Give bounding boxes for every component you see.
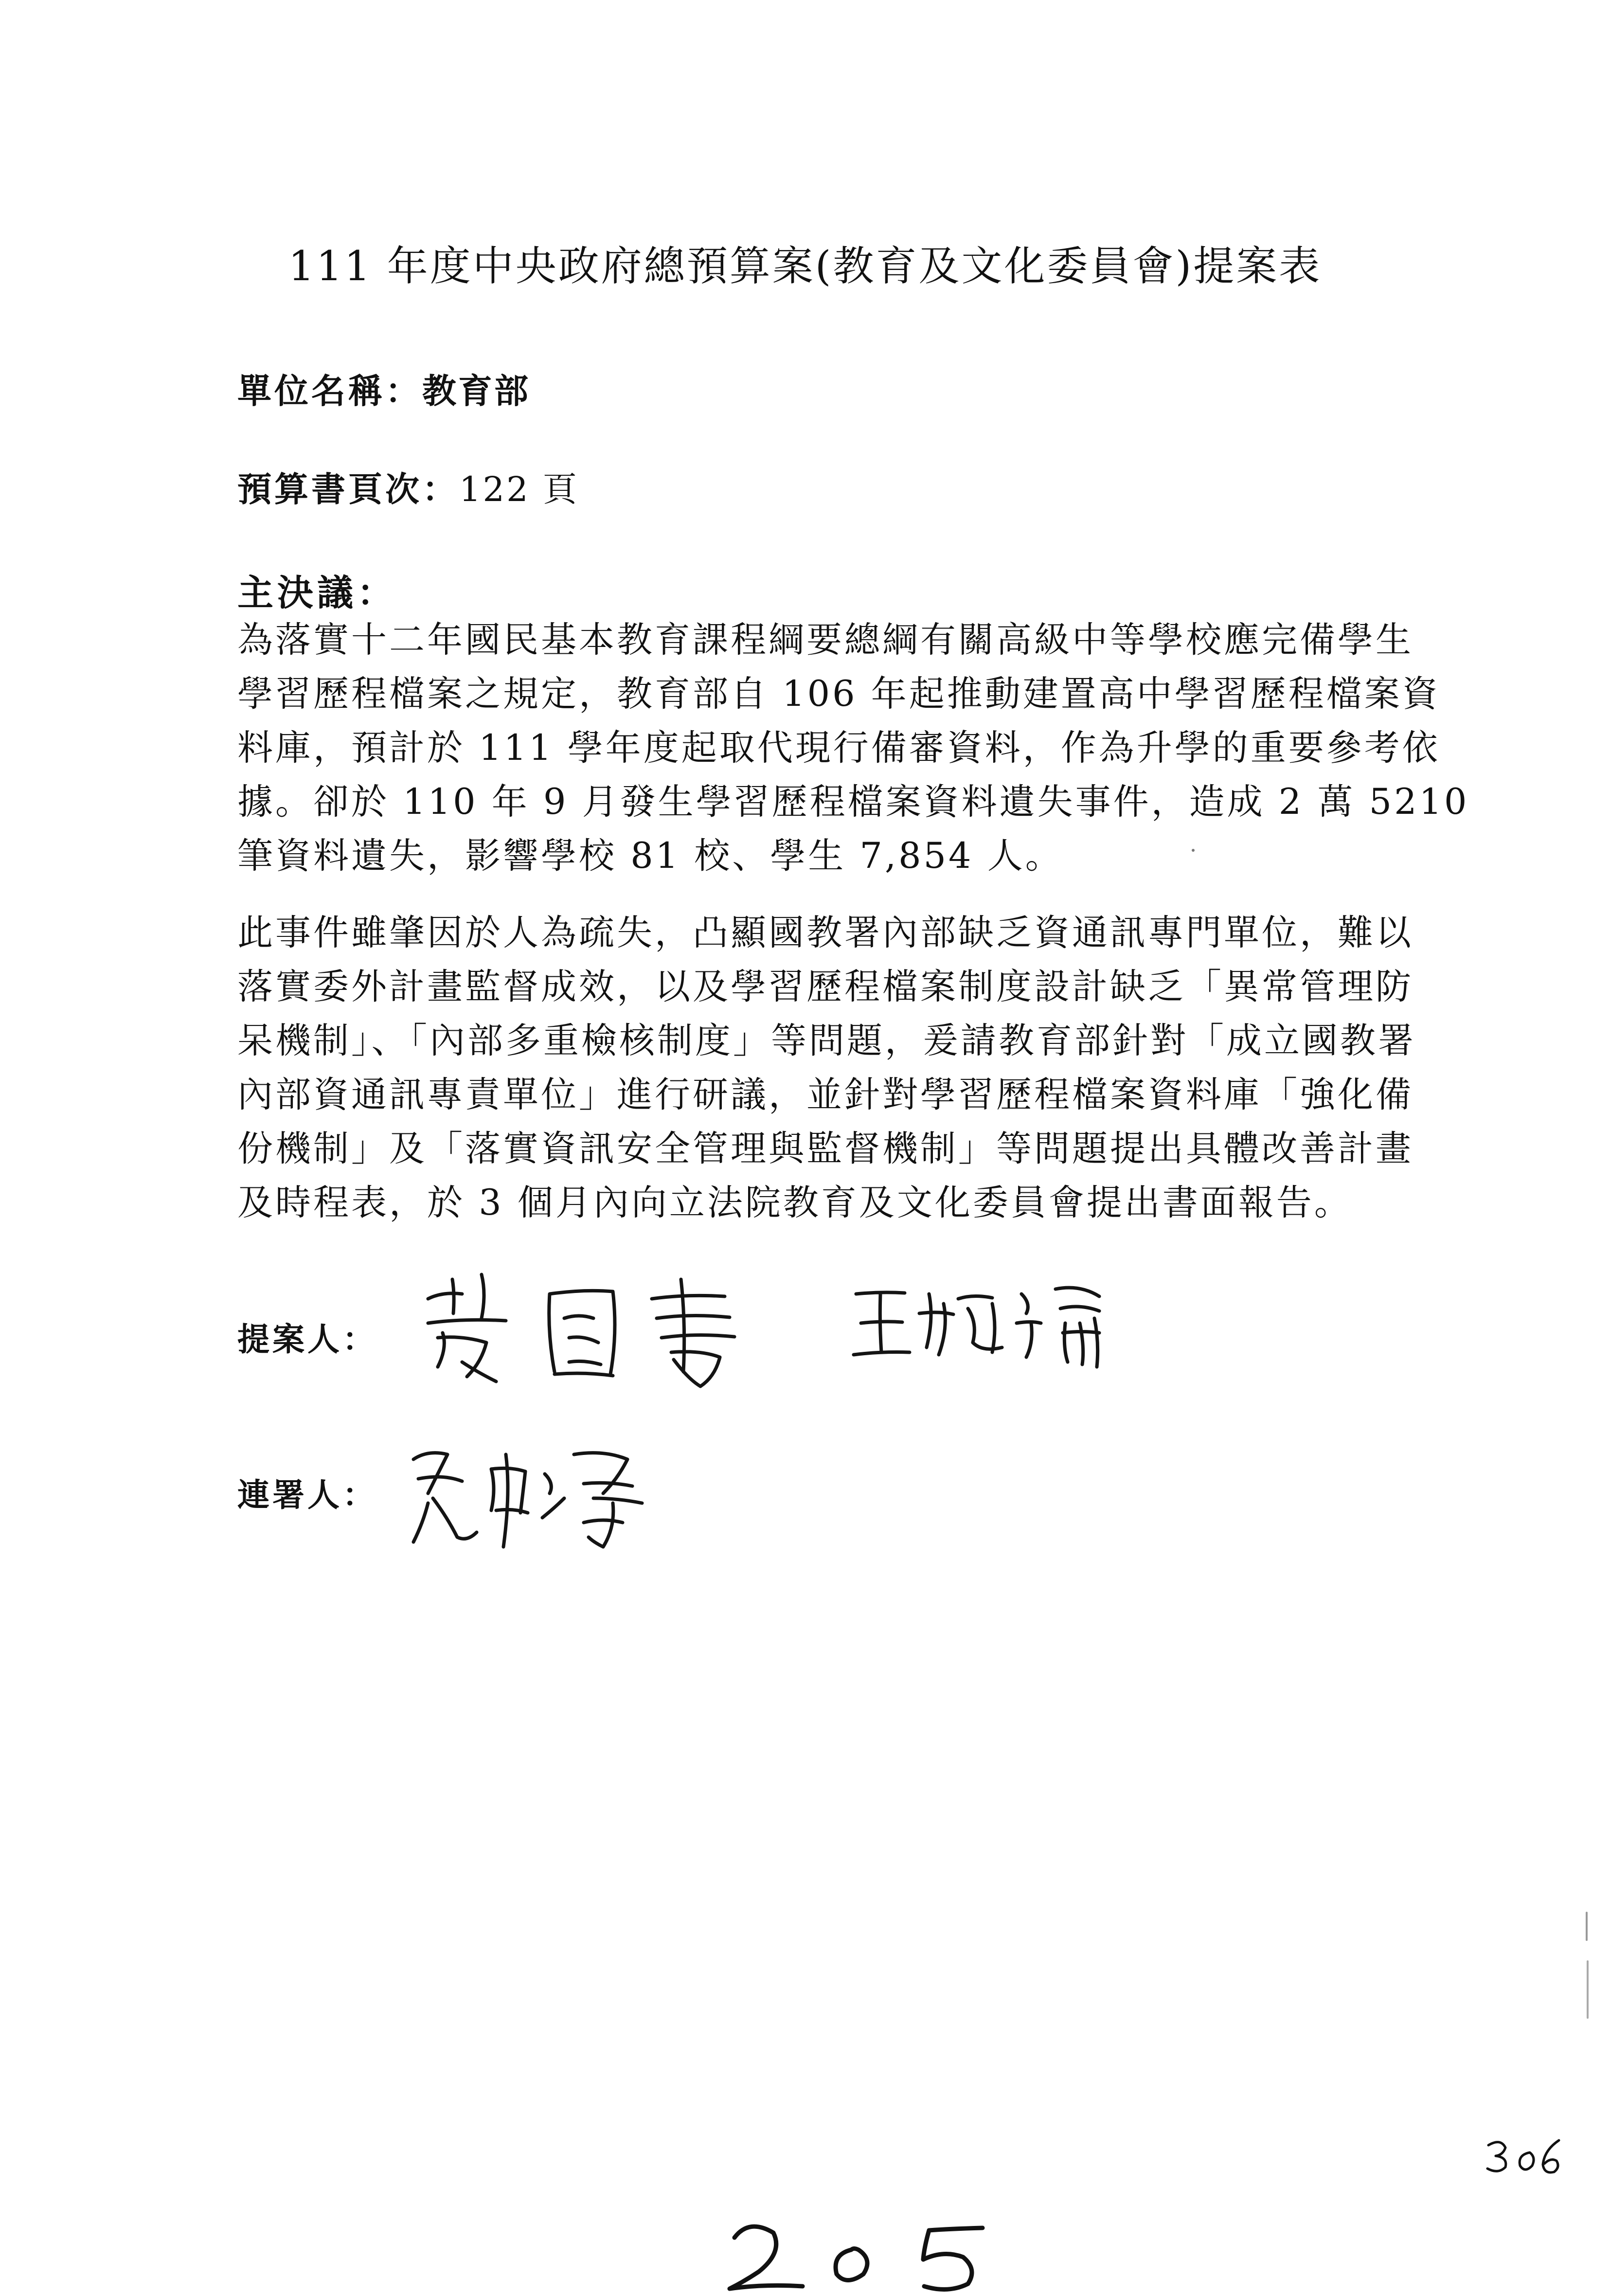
paragraph-line: 為落實十二年國民基本教育課程綱要總綱有關高級中等學校應完備學生 — [237, 619, 1413, 661]
paragraph-line: 學習歷程檔案之規定，教育部自 106 年起推動建置高中學習歷程檔案資 — [237, 673, 1440, 715]
proposer-signature-2 — [846, 1274, 1119, 1372]
scan-speck — [1586, 1912, 1588, 1941]
proposer-signature-1 — [409, 1265, 769, 1391]
paragraph-line: 此事件雖肇因於人為疏失，凸顯國教署內部缺乏資通訊專門單位，難以 — [237, 912, 1413, 953]
scan-speck — [1587, 1960, 1589, 2019]
budget-page-field — [237, 462, 579, 511]
budget-page-label: 預算書頁次： — [237, 469, 459, 509]
resolution-paragraph-1 — [237, 613, 1469, 883]
paragraph-line: 內部資通訊專責單位」進行研議，並針對學習歷程檔案資料庫「強化備 — [237, 1074, 1413, 1115]
cosigner-signature — [399, 1425, 671, 1561]
paragraph-line: 及時程表，於 3 個月內向立法院教育及文化委員會提出書面報告。 — [237, 1182, 1352, 1223]
document-title: 111 年度中央政府總預算案(教育及文化委員會)提案表 — [288, 242, 1322, 290]
unit-name-value: 教育部 — [422, 371, 530, 411]
unit-name-field — [237, 364, 530, 413]
paragraph-line: 筆資料遺失，影響學校 81 校、學生 7,854 人。 — [237, 835, 1063, 877]
paragraph-line: 據。卻於 110 年 9 月發生學習歷程檔案資料遺失事件，造成 2 萬 5210 — [237, 781, 1469, 823]
proposer-label: 提案人： — [237, 1321, 377, 1358]
scan-speck — [1192, 849, 1195, 852]
corner-page-number — [1484, 2135, 1571, 2179]
paragraph-line: 份機制」及「落實資訊安全管理與監督機制」等問題提出具體改善計畫 — [237, 1128, 1413, 1169]
handwritten-page-number — [720, 2218, 992, 2296]
paragraph-line: 料庫，預計於 111 學年度起取代現行備審資料，作為升學的重要參考依 — [237, 727, 1440, 769]
main-resolution-heading: 主決議： — [237, 572, 397, 614]
paragraph-line: 呆機制」、「內部多重檢核制度」等問題，爰請教育部針對「成立國教署 — [237, 1020, 1416, 1061]
cosigner-label: 連署人： — [237, 1476, 377, 1514]
resolution-paragraph-2 — [237, 906, 1429, 1230]
budget-page-value: 122 頁 — [459, 469, 579, 509]
paragraph-line: 落實委外計畫監督成效，以及學習歷程檔案制度設計缺乏「異常管理防 — [237, 966, 1413, 1007]
unit-name-label: 單位名稱： — [237, 371, 422, 411]
